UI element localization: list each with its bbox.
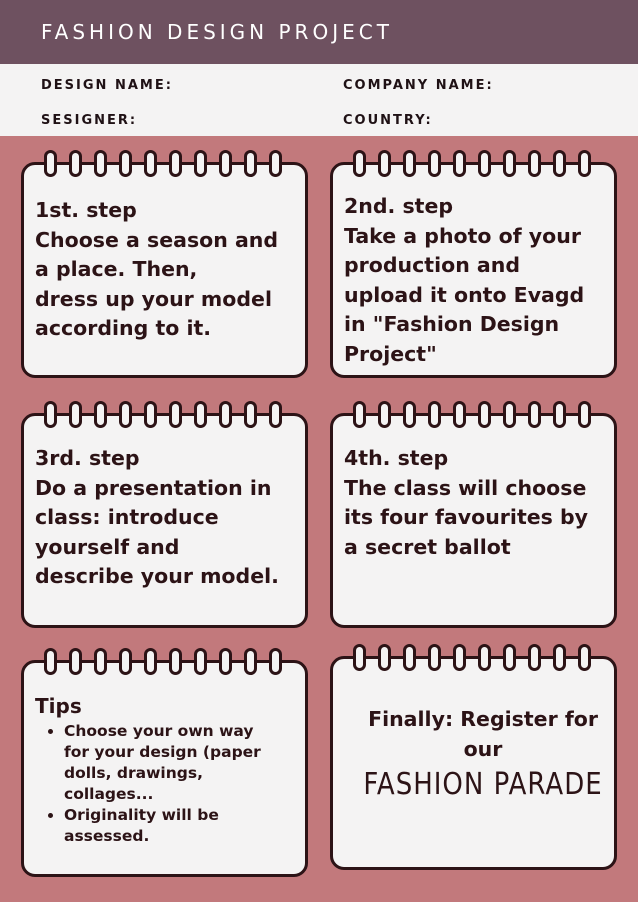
ring [169, 150, 182, 177]
ring [69, 401, 82, 428]
ring [553, 150, 566, 177]
ring [244, 401, 257, 428]
tip-line: collages... [64, 785, 154, 803]
ring [378, 644, 391, 671]
step-line: production and [344, 253, 521, 277]
step-heading: 3rd. step [35, 446, 140, 470]
ring [403, 150, 416, 177]
ring [144, 648, 157, 675]
ring [144, 150, 157, 177]
ring [169, 648, 182, 675]
step-heading: 1st. step [35, 198, 137, 222]
ring [69, 150, 82, 177]
ring [428, 150, 441, 177]
step-line: a place. Then, [35, 257, 198, 281]
step-line: in "Fashion Design [344, 312, 560, 336]
ring [428, 644, 441, 671]
ring [119, 150, 132, 177]
ring [353, 401, 366, 428]
page-title: FASHION DESIGN PROJECT [41, 20, 393, 44]
step-1-text [35, 196, 278, 344]
ring [269, 648, 282, 675]
designer-label: SESIGNER: [41, 113, 138, 128]
final-text [345, 704, 621, 764]
ring [69, 648, 82, 675]
step-line: Take a photo of your [344, 223, 581, 248]
ring [169, 401, 182, 428]
ring [403, 644, 416, 671]
ring [553, 401, 566, 428]
step-4-text [344, 444, 588, 562]
tip-line: • Originality will be [64, 806, 219, 824]
tip-line: dolls, drawings, [64, 764, 203, 782]
company-name-label: COMPANY NAME: [343, 78, 494, 93]
step-line: Choose a season and [35, 227, 279, 252]
step-3-text [35, 444, 279, 592]
tip-line: for your design (paper [64, 743, 261, 761]
tip-item [64, 805, 314, 847]
ring [453, 644, 466, 671]
ring [453, 401, 466, 428]
ring [478, 401, 491, 428]
ring [119, 401, 132, 428]
ring [244, 648, 257, 675]
tip-line: • Choose your own way [64, 722, 254, 740]
ring [453, 150, 466, 177]
tip-line: assessed. [64, 827, 150, 845]
ring [219, 401, 232, 428]
ring [478, 150, 491, 177]
step-line: its four favourites by [344, 505, 589, 529]
ring [503, 644, 516, 671]
ring [194, 401, 207, 428]
step-line: upload it onto Evagd [344, 282, 585, 307]
step-line: The class will choose [344, 475, 587, 500]
ring [219, 648, 232, 675]
ring [194, 150, 207, 177]
step-line: Do a presentation in [35, 475, 272, 500]
ring [353, 644, 366, 671]
ring [578, 150, 591, 177]
country-label: COUNTRY: [343, 113, 433, 128]
ring [94, 150, 107, 177]
design-name-label: DESIGN NAME: [41, 78, 173, 93]
ring [219, 150, 232, 177]
ring [528, 644, 541, 671]
step-2-text [344, 192, 584, 369]
spiral-binding-1 [44, 150, 282, 177]
tip-item [64, 721, 314, 805]
final-line: our [463, 737, 503, 761]
spiral-binding-5 [44, 648, 282, 675]
ring [428, 401, 441, 428]
ring [553, 644, 566, 671]
ring [94, 648, 107, 675]
info-bar [0, 64, 638, 136]
spiral-binding-3 [44, 401, 282, 428]
ring [44, 648, 57, 675]
ring [44, 150, 57, 177]
header-bar [0, 0, 638, 64]
ring [528, 401, 541, 428]
ring [119, 648, 132, 675]
fashion-parade-title: FASHION PARADE [363, 767, 603, 803]
step-line: Project" [344, 341, 437, 366]
ring [94, 401, 107, 428]
step-line: describe your model. [35, 564, 279, 588]
ring [353, 150, 366, 177]
ring [478, 644, 491, 671]
ring [378, 401, 391, 428]
step-line: class: introduce [35, 505, 219, 529]
ring [269, 150, 282, 177]
spiral-binding-4 [353, 401, 591, 428]
ring [578, 401, 591, 428]
step-line: yourself and [35, 534, 180, 559]
ring [44, 401, 57, 428]
ring [194, 648, 207, 675]
ring [378, 150, 391, 177]
ring [269, 401, 282, 428]
ring [503, 401, 516, 428]
ring [503, 150, 516, 177]
tips-heading: Tips [35, 694, 82, 718]
ring [528, 150, 541, 177]
ring [244, 150, 257, 177]
tips-list [36, 721, 314, 847]
step-line: according to it. [35, 316, 212, 340]
step-heading: 2nd. step [344, 194, 454, 218]
ring [144, 401, 157, 428]
spiral-binding-6 [353, 644, 591, 671]
ring [578, 644, 591, 671]
spiral-binding-2 [353, 150, 591, 177]
step-line: dress up your model [35, 286, 272, 311]
ring [403, 401, 416, 428]
step-line: a secret ballot [344, 534, 511, 559]
final-line: Finally: Register for [368, 707, 598, 731]
step-heading: 4th. step [344, 446, 449, 470]
